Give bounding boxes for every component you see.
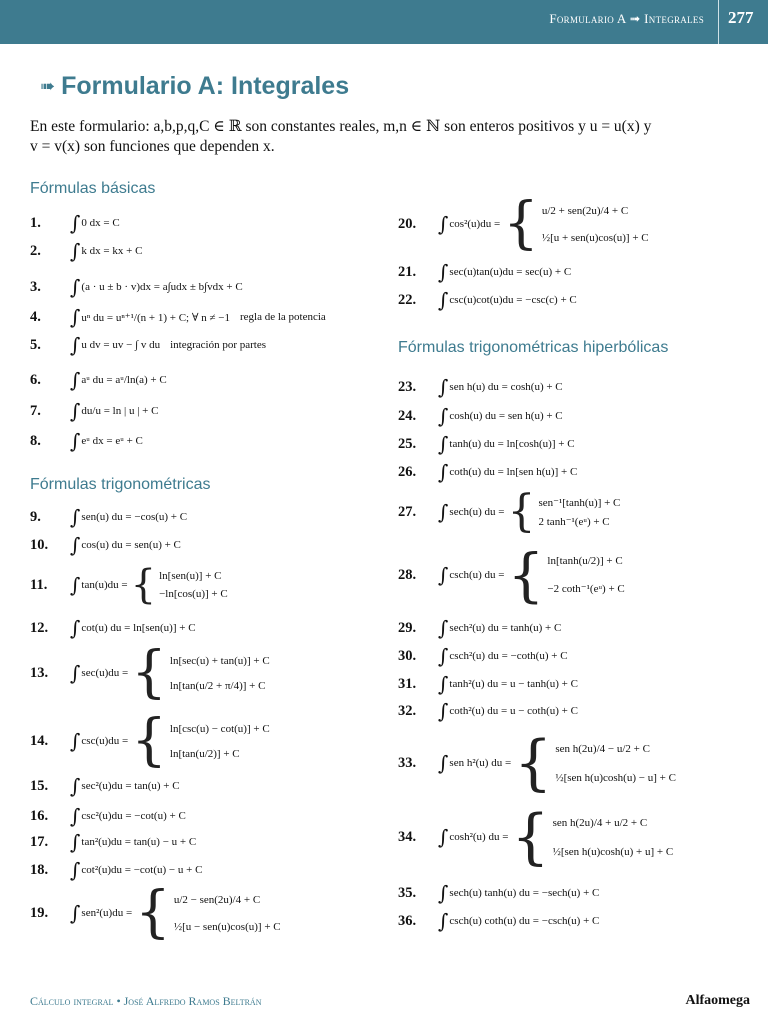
integral-icon: ∫ — [438, 212, 449, 236]
case-2: ½[sen h(u)cosh(u) + u] + C — [552, 845, 674, 858]
integral-icon: ∫ — [438, 563, 449, 587]
formula-text: k dx = kx + C — [81, 245, 143, 257]
case-1: u/2 + sen(2u)/4 + C — [541, 204, 629, 217]
formula-2 — [30, 241, 142, 261]
formula-text: sen(u) du = −cos(u) + C — [81, 511, 188, 523]
integral-icon: ∫ — [438, 909, 449, 933]
formula-number: 23. — [398, 378, 417, 395]
formula-3 — [30, 277, 243, 297]
formula-text: csc(u)cot(u)du = −csc(c) + C — [449, 294, 577, 306]
formula-text: cot²(u)du = −cot(u) − u + C — [81, 864, 203, 876]
formula-text: sec(u)tan(u)du = sec(u) + C — [449, 266, 572, 278]
integral-icon: ∫ — [70, 429, 81, 453]
formula-text: cosh(u) du = sen h(u) + C — [449, 410, 563, 422]
page-title: Formulario A: Integrales — [61, 72, 350, 100]
formula-text: sech(u) tanh(u) du = −sech(u) + C — [449, 887, 600, 899]
formula-text: cot(u) du = ln[sen(u)] + C — [81, 622, 196, 634]
formula-text: sec²(u)du = tan(u) + C — [81, 780, 180, 792]
formula-note: regla de la potencia — [239, 311, 326, 323]
integral-icon: ∫ — [70, 774, 81, 798]
integral-icon: ∫ — [438, 260, 449, 284]
integral-icon: ∫ — [438, 825, 449, 849]
formula-5 — [30, 335, 266, 355]
formula-number: 3. — [30, 278, 41, 295]
integral-icon: ∫ — [70, 368, 81, 392]
formula-text: sech²(u) du = tanh(u) + C — [449, 622, 562, 634]
formula-14 — [30, 708, 270, 773]
header-bar — [0, 0, 768, 44]
formula-number: 36. — [398, 912, 417, 929]
formula-number: 1. — [30, 214, 41, 231]
formula-number: 19. — [30, 904, 49, 921]
formula-19 — [30, 880, 281, 945]
formula-text: tan²(u)du = tan(u) − u + C — [81, 836, 197, 848]
formula-text: tanh(u) du = ln[cosh(u)] + C — [449, 438, 575, 450]
integral-icon: ∫ — [438, 699, 449, 723]
formula-number: 8. — [30, 432, 41, 449]
formula-number: 22. — [398, 291, 417, 308]
case-1: ln[tanh(u/2)] + C — [547, 555, 623, 567]
integral-icon: ∫ — [438, 616, 449, 640]
formula-number: 30. — [398, 647, 417, 664]
formula-12 — [30, 618, 196, 638]
formula-7 — [30, 401, 158, 421]
formula-text: (a · u ± b · v)dx = a∫udx ± b∫vdx + C — [81, 281, 243, 293]
case-2: ln[tan(u/2 + π/4)] + C — [169, 679, 266, 692]
case-2: ln[tan(u/2)] + C — [169, 747, 240, 760]
case-2: ½[u − sen(u)cos(u)] + C — [173, 920, 281, 933]
formula-6 — [30, 370, 167, 390]
formula-text: cosh²(u) du = — [449, 831, 509, 843]
header-divider — [718, 0, 719, 44]
formula-number: 16. — [30, 807, 49, 824]
integral-icon: ∫ — [70, 211, 81, 235]
integral-icon: ∫ — [70, 901, 81, 925]
formula-10 — [30, 535, 181, 555]
formula-text: sec(u)du = — [81, 667, 129, 679]
formula-33 — [398, 728, 676, 798]
integral-icon: ∫ — [438, 672, 449, 696]
formula-number: 25. — [398, 435, 417, 452]
formula-11 — [30, 562, 228, 608]
formula-number: 28. — [398, 566, 417, 583]
formula-18 — [30, 860, 202, 880]
formula-27 — [398, 486, 621, 537]
formula-number: 21. — [398, 263, 417, 280]
formula-text: sen h(u) du = cosh(u) + C — [449, 381, 563, 393]
formula-29 — [398, 618, 561, 638]
section-basic: Fórmulas básicas — [30, 180, 156, 197]
case-2: ½[sen h(u)cosh(u) − u] + C — [555, 771, 676, 784]
brace-icon: { — [507, 486, 536, 537]
formula-number: 10. — [30, 536, 49, 553]
formula-text: uⁿ du = uⁿ⁺¹/(n + 1) + C; ∀ n ≠ −1 — [81, 311, 230, 324]
formula-text: csc²(u)du = −cot(u) + C — [81, 810, 186, 822]
formula-note: integración por partes — [170, 339, 266, 351]
formula-4 — [30, 307, 326, 327]
formula-13 — [30, 640, 270, 705]
brace-icon: { — [131, 640, 167, 705]
formula-number: 9. — [30, 508, 41, 525]
integral-icon: ∫ — [438, 460, 449, 484]
formula-25 — [398, 434, 575, 454]
case-1: sen⁻¹[tanh(u)] + C — [538, 497, 621, 509]
footer-book-title: Cálculo integral • José Alfredo Ramos Beltrán — [30, 994, 262, 1008]
formula-17 — [30, 832, 196, 852]
formula-number: 26. — [398, 463, 417, 480]
formula-9 — [30, 507, 187, 527]
formula-number: 6. — [30, 371, 41, 388]
integral-icon: ∫ — [70, 729, 81, 753]
formula-number: 20. — [398, 215, 417, 232]
formula-text: tan(u)du = — [81, 579, 128, 591]
integral-icon: ∫ — [70, 399, 81, 423]
formula-number: 12. — [30, 619, 49, 636]
brace-icon: { — [130, 562, 157, 608]
brace-icon: { — [507, 541, 545, 609]
intro-line-2: v = v(x) son funciones que dependen x. — [30, 138, 275, 155]
formula-15 — [30, 776, 180, 796]
formula-text: sech(u) du = — [449, 506, 505, 518]
formula-number: 17. — [30, 833, 49, 850]
integral-icon: ∫ — [70, 505, 81, 529]
formula-text: coth²(u) du = u − coth(u) + C — [449, 705, 578, 717]
brace-icon: { — [503, 191, 539, 256]
integral-icon: ∫ — [438, 881, 449, 905]
arrow-icon: ➠ — [40, 76, 54, 97]
formula-31 — [398, 674, 578, 694]
section-hyper: Fórmulas trigonométricas hiperbólicas — [398, 339, 669, 356]
integral-icon: ∫ — [70, 616, 81, 640]
integral-icon: ∫ — [70, 661, 81, 685]
integral-icon: ∫ — [70, 830, 81, 854]
formula-text: aᵘ du = aᵘ/ln(a) + C — [81, 374, 167, 386]
section-trig: Fórmulas trigonométricas — [30, 476, 211, 493]
case-1: ln[sec(u) + tan(u)] + C — [169, 654, 270, 667]
integral-icon: ∫ — [70, 573, 81, 597]
integral-icon: ∫ — [438, 404, 449, 428]
formula-number: 15. — [30, 777, 49, 794]
formula-number: 11. — [30, 576, 48, 593]
formula-16 — [30, 806, 186, 826]
brace-icon: { — [514, 728, 553, 798]
formula-20 — [398, 191, 649, 256]
case-1: sen h(2u)/4 − u/2 + C — [555, 742, 650, 755]
intro-line-1: En este formulario: a,b,p,q,C ∈ ℝ son constantes reales, m,n ∈ ℕ son enteros positivos y u = u(x) y — [30, 118, 652, 135]
formula-23 — [398, 377, 563, 397]
formula-text: coth(u) du = ln[sen h(u)] + C — [449, 466, 578, 478]
formula-text: csch²(u) du = −coth(u) + C — [449, 650, 568, 662]
formula-number: 7. — [30, 402, 41, 419]
title-row — [40, 72, 349, 101]
case-1: ln[csc(u) − cot(u)] + C — [169, 722, 270, 735]
case-1: u/2 − sen(2u)/4 + C — [173, 893, 261, 906]
formula-24 — [398, 406, 563, 426]
formula-number: 32. — [398, 702, 417, 719]
formula-text: csch(u) coth(u) du = −csch(u) + C — [449, 915, 600, 927]
formula-34 — [398, 802, 674, 872]
breadcrumb: Formulario A ➟ Integrales — [549, 11, 704, 26]
case-2: −ln[cos(u)] + C — [159, 588, 228, 600]
formula-number: 18. — [30, 861, 49, 878]
integral-icon: ∫ — [70, 333, 81, 357]
formula-text: eᵘ dx = eᵘ + C — [81, 435, 143, 447]
formula-text: du/u = ln | u | + C — [81, 405, 159, 417]
formula-text: tanh²(u) du = u − tanh(u) + C — [449, 678, 578, 690]
integral-icon: ∫ — [70, 804, 81, 828]
formula-26 — [398, 462, 577, 482]
integral-icon: ∫ — [438, 500, 449, 524]
integral-icon: ∫ — [438, 751, 449, 775]
formula-text: csc(u)du = — [81, 735, 129, 747]
case-1: sen h(2u)/4 + u/2 + C — [552, 816, 648, 829]
integral-icon: ∫ — [438, 644, 449, 668]
formula-8 — [30, 431, 143, 451]
formula-35 — [398, 883, 599, 903]
brace-icon: { — [511, 802, 550, 872]
case-2: −2 coth⁻¹(eᵘ) + C — [547, 583, 625, 595]
formula-28 — [398, 541, 625, 609]
footer-publisher: Alfaomega — [685, 993, 750, 1008]
formula-36 — [398, 911, 599, 931]
formula-21 — [398, 262, 571, 282]
formula-text: 0 dx = C — [81, 217, 120, 229]
integral-icon: ∫ — [70, 275, 81, 299]
formula-number: 4. — [30, 308, 41, 325]
formula-text: cos(u) du = sen(u) + C — [81, 539, 181, 551]
formula-22 — [398, 290, 577, 310]
case-2: 2 tanh⁻¹(eᵘ) + C — [538, 516, 610, 528]
formula-number: 33. — [398, 754, 417, 771]
formula-text: sen²(u)du = — [81, 907, 133, 919]
formula-number: 34. — [398, 828, 417, 845]
formula-text: csch(u) du = — [449, 569, 505, 581]
formula-32 — [398, 701, 578, 721]
formula-text: u dv = uv − ∫ v du — [81, 339, 161, 351]
integral-icon: ∫ — [70, 533, 81, 557]
formula-text: cos²(u)du = — [449, 218, 501, 230]
integral-icon: ∫ — [438, 288, 449, 312]
formula-number: 31. — [398, 675, 417, 692]
brace-icon: { — [135, 880, 171, 945]
formula-number: 24. — [398, 407, 417, 424]
page-number: 277 — [728, 8, 754, 27]
integral-icon: ∫ — [70, 858, 81, 882]
brace-icon: { — [131, 708, 167, 773]
formula-text: sen h²(u) du = — [449, 757, 512, 769]
formula-number: 29. — [398, 619, 417, 636]
integral-icon: ∫ — [70, 239, 81, 263]
formula-number: 14. — [30, 732, 49, 749]
integral-icon: ∫ — [438, 375, 449, 399]
formula-number: 5. — [30, 336, 41, 353]
formula-number: 13. — [30, 664, 49, 681]
formula-30 — [398, 646, 568, 666]
formula-number: 2. — [30, 242, 41, 259]
intro-paragraph — [30, 117, 750, 157]
integral-icon: ∫ — [438, 432, 449, 456]
case-2: ½[u + sen(u)cos(u)] + C — [541, 231, 649, 244]
integral-icon: ∫ — [70, 305, 81, 329]
case-1: ln[sen(u)] + C — [159, 570, 222, 582]
formula-1 — [30, 213, 120, 233]
formula-number: 27. — [398, 503, 417, 520]
formula-number: 35. — [398, 884, 417, 901]
